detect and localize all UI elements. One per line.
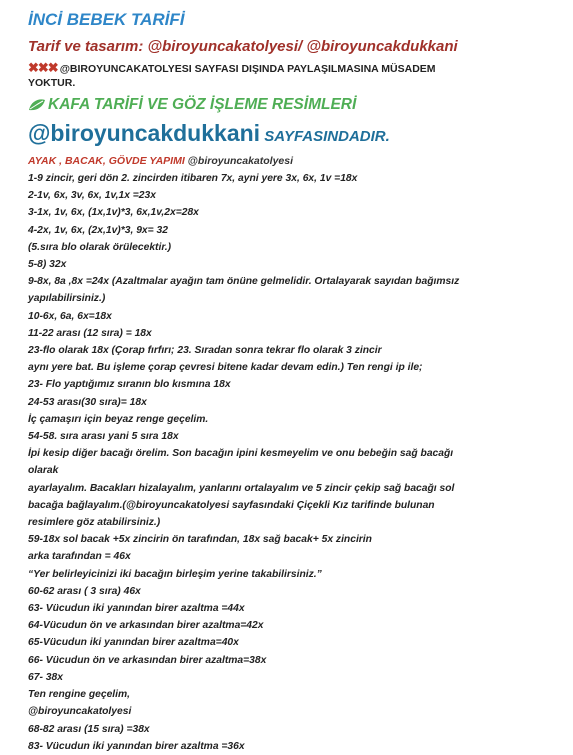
section-heading bbox=[28, 155, 293, 167]
instruction-line: olarak bbox=[28, 465, 59, 477]
instruction-line: 23- Flo yaptığımız sıranın blo kısmına 18x bbox=[28, 379, 231, 391]
instruction-line: 65-Vücudun iki yanından birer azaltma=40x bbox=[28, 637, 239, 649]
cross-mark-icon: ✖✖✖ bbox=[28, 60, 58, 75]
instruction-line: 1-9 zincir, geri dön 2. zincirden itibaren 7x, ayni yere 3x, 6x, 1v =18x bbox=[28, 173, 358, 184]
instruction-line: 9-8x, 8a ,8x =24x (Azaltmalar ayağın tam önüne gelmelidir. Ortalayarak sayıdan bağımsız bbox=[28, 276, 460, 288]
shop-handle: @biroyuncakdukkani bbox=[28, 120, 261, 146]
instruction-line: 23-flo olarak 18x (Çorap fırfırı; 23. Sıradan sonra tekrar flo olarak 3 zincir bbox=[28, 345, 382, 357]
instruction-line: aynı yere bat. Bu işleme çorap çevresi bitene kadar devam edin.) Ten rengi ip ile; bbox=[28, 362, 423, 374]
instruction-line: Ten rengine geçelim, bbox=[28, 689, 131, 701]
warning-line-2: YOKTUR. bbox=[28, 77, 76, 89]
instruction-line: 2-1v, 6x, 3v, 6x, 1v,1x =23x bbox=[28, 190, 156, 202]
kafa-text: KAFA TARİFİ VE GÖZ İŞLEME RESİMLERİ bbox=[48, 96, 357, 113]
instruction-line: 24-53 arası(30 sıra)= 18x bbox=[28, 396, 147, 408]
sharing-warning bbox=[28, 61, 508, 90]
leaf-icon bbox=[28, 98, 46, 112]
instruction-line: bacağa bağlayalım.(@biroyuncakatolyesi sayfasındaki Çiçekli Kız tarifinde bulunan bbox=[28, 499, 435, 511]
instruction-line: yapılabilirsiniz.) bbox=[28, 293, 106, 305]
instruction-line: 5-8) 32x bbox=[28, 259, 67, 271]
instruction-line: @biroyuncakatolyesi bbox=[28, 706, 132, 718]
instruction-line: ayarlayalım. Bacakları hizalayalım, yanlarını ortalayalım ve 5 zincir çekip sağ bacağı sol bbox=[28, 482, 455, 494]
instruction-line: 67- 38x bbox=[28, 671, 63, 683]
instruction-line: arka tarafından = 46x bbox=[28, 551, 131, 563]
instruction-line: 54-58. sıra arası yani 5 sıra 18x bbox=[28, 431, 179, 443]
instruction-line: İpi kesip diğer bacağı örelim. Son bacağın ipini kesmeyelim ve onu bebeğin sağ bacağı bbox=[28, 448, 454, 460]
shop-notice-rest: SAYFASINDADIR. bbox=[260, 128, 390, 145]
instruction-line: 3-1x, 1v, 6x, (1x,1v)*3, 6x,1v,2x=28x bbox=[28, 207, 199, 219]
instruction-line: 83- Vücudun iki yanından birer azaltma =36x bbox=[28, 740, 245, 752]
instruction-line: 10-6x, 6a, 6x=18x bbox=[28, 310, 112, 322]
section-handle: @biroyuncakatolyesi bbox=[187, 155, 294, 167]
warning-line-1: @BIROYUNCAKATOLYESI SAYFASI DIŞINDA PAYLAŞILMASINA MÜSADEM bbox=[59, 63, 436, 75]
page-title: İNCİ BEBEK TARİFİ bbox=[28, 10, 185, 29]
instruction-line: 60-62 arası ( 3 sıra) 46x bbox=[28, 585, 141, 597]
kafa-note bbox=[28, 96, 356, 114]
design-credit: Tarif ve tasarım: @biroyuncakatolyesi/ @biroyuncakdukkani bbox=[28, 38, 458, 55]
instruction-line: İç çamaşırı için beyaz renge geçelim. bbox=[28, 413, 209, 425]
instruction-line: 66- Vücudun ön ve arkasından birer azaltma=38x bbox=[28, 654, 267, 666]
instruction-line: 63- Vücudun iki yanından birer azaltma =44x bbox=[28, 603, 245, 615]
instruction-line: 68-82 arası (15 sıra) =38x bbox=[28, 723, 150, 735]
section-title: AYAK , BACAK, GÖVDE YAPIMI bbox=[28, 155, 185, 167]
shop-notice bbox=[28, 120, 390, 147]
instruction-line: (5.sıra blo olarak örülecektir.) bbox=[28, 241, 172, 253]
instruction-list bbox=[28, 170, 548, 755]
instruction-line: 11-22 arası (12 sıra) = 18x bbox=[28, 327, 152, 339]
instruction-line: “Yer belirleyicinizi iki bacağın birleşim yerine takabilirsiniz.” bbox=[28, 568, 322, 580]
instruction-line: resimlere göz atabilirsiniz.) bbox=[28, 517, 161, 529]
instruction-line: 4-2x, 1v, 6x, (2x,1v)*3, 9x= 32 bbox=[28, 224, 168, 236]
instruction-line: 64-Vücudun ön ve arkasından birer azaltma=42x bbox=[28, 620, 264, 632]
instruction-line: 59-18x sol bacak +5x zincirin ön tarafından, 18x sağ bacak+ 5x zincirin bbox=[28, 534, 372, 546]
